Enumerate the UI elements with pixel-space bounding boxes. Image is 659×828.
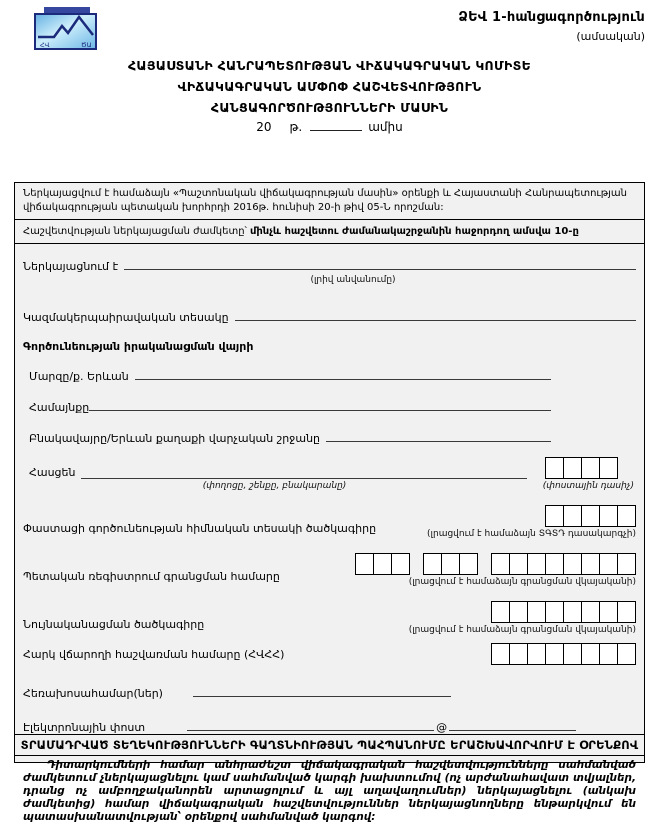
email-row: [23, 719, 636, 734]
registry-boxes-group-1: [355, 553, 410, 575]
region-label: Մարզը/ք. Երևան: [29, 370, 129, 383]
id-code-label: Նույնականացման ծածկագիրը: [23, 618, 205, 631]
input-cell[interactable]: [459, 553, 478, 575]
svg-text:ԾԱ: ԾԱ: [81, 41, 92, 49]
input-cell[interactable]: [355, 553, 374, 575]
form-periodicity: (ամսական): [576, 30, 645, 43]
region-input-line[interactable]: [135, 368, 551, 380]
tin-label: Հարկ վճարողի հաշվառման համարը (ՀՎՀՀ): [23, 648, 285, 661]
input-cell[interactable]: [527, 601, 546, 623]
presenter-hint: (լրիվ անվանումը): [310, 275, 396, 285]
month-label: ամիս: [368, 120, 403, 134]
input-cell[interactable]: [563, 601, 582, 623]
activity-code-row: [23, 505, 636, 539]
settlement-label: Բնակավայրը/Երևան քաղաքի վարչական շրջանը: [29, 432, 321, 445]
input-cell[interactable]: [581, 643, 600, 665]
report-period-line: [0, 120, 659, 134]
phone-input-line[interactable]: [193, 685, 451, 697]
presenter-label: Ներկայացնում է: [23, 260, 119, 273]
activity-place-section-title: Գործունեության իրականացման վայրի: [23, 340, 254, 353]
input-cell[interactable]: [563, 643, 582, 665]
input-cell[interactable]: [599, 553, 618, 575]
community-label: Համայնքը: [29, 401, 90, 414]
email-domain-input-line[interactable]: [449, 719, 576, 731]
input-cell[interactable]: [391, 553, 410, 575]
address-hint: (փողոցը, շենքը, բնակարանը): [202, 481, 347, 491]
postal-hint: (փոստային դասիչ): [542, 481, 634, 491]
id-code-boxes: [491, 601, 636, 623]
input-cell[interactable]: [491, 643, 510, 665]
presenter-input-line[interactable]: [124, 258, 636, 270]
phone-row: [23, 685, 636, 700]
form-code-block: [458, 10, 645, 43]
armstat-logo-icon: [34, 7, 98, 51]
email-label: Էլեկտրոնային փոստ: [23, 721, 146, 734]
input-cell[interactable]: [563, 505, 582, 527]
activity-code-label: Փաստացի գործունեության հիմնական տեսակի ծածկագիրը: [23, 522, 377, 535]
tin-boxes: [491, 643, 636, 665]
input-cell[interactable]: [423, 553, 442, 575]
form-panel: [14, 182, 645, 823]
input-cell[interactable]: [545, 505, 564, 527]
id-code-hint: (լրացվում է համաձայն գրանցման վկայականի): [408, 625, 636, 635]
input-cell[interactable]: [373, 553, 392, 575]
deadline-row: [15, 220, 644, 244]
form-code-label: ՁԵՎ 1-հանցագործություն: [458, 10, 645, 25]
input-cell[interactable]: [545, 457, 564, 479]
org-type-row: [23, 309, 636, 324]
registry-number-row: [23, 553, 636, 587]
registry-box-groups: [355, 553, 636, 575]
input-cell[interactable]: [599, 457, 618, 479]
input-cell[interactable]: [563, 457, 582, 479]
input-cell[interactable]: [527, 643, 546, 665]
address-label: Հասցեն: [29, 466, 76, 479]
input-cell[interactable]: [545, 601, 564, 623]
community-input-line[interactable]: [89, 399, 551, 411]
deadline-prefix: Հաշվետվության ներկայացման ժամկետը՝: [23, 226, 247, 237]
region-row: [23, 368, 636, 383]
input-cell[interactable]: [563, 553, 582, 575]
phone-label: Հեռախոսահամար(ներ): [23, 687, 163, 700]
legal-basis-text: Ներկայացվում է համաձայն «Պաշտոնական վիճակագրության մասին» օրենքի և Հայաստանի Հանրապետության վիճակագրության պետական խորհրդի 2016թ. հունիսի 20-ի թիվ 05-Ն որոշման:: [15, 183, 644, 220]
input-cell[interactable]: [617, 643, 636, 665]
year-suffix: թ.: [289, 120, 303, 134]
input-cell[interactable]: [491, 601, 510, 623]
input-cell[interactable]: [599, 601, 618, 623]
input-cell[interactable]: [581, 505, 600, 527]
input-cell[interactable]: [617, 553, 636, 575]
input-cell[interactable]: [527, 553, 546, 575]
input-cell[interactable]: [509, 601, 528, 623]
input-cell[interactable]: [509, 643, 528, 665]
input-cell[interactable]: [617, 601, 636, 623]
input-cell[interactable]: [545, 643, 564, 665]
input-cell[interactable]: [491, 553, 510, 575]
report-subject: ՀԱՆՑԱԳՈՐԾՈՒԹՅՈՒՆՆԵՐԻ ՄԱՍԻՆ: [210, 100, 449, 115]
input-cell[interactable]: [509, 553, 528, 575]
community-row: [23, 399, 636, 414]
input-cell[interactable]: [581, 553, 600, 575]
presenter-row: [23, 258, 636, 273]
input-cell[interactable]: [581, 601, 600, 623]
input-cell[interactable]: [581, 457, 600, 479]
form-headings: [0, 55, 659, 118]
input-cell[interactable]: [599, 643, 618, 665]
address-row: [23, 457, 636, 479]
form-fields: [15, 244, 644, 734]
settlement-row: [23, 430, 636, 445]
address-input-line[interactable]: [81, 467, 527, 479]
tin-row: [23, 643, 636, 665]
input-cell[interactable]: [617, 505, 636, 527]
email-at-sign: @: [436, 721, 448, 734]
activity-code-boxes: [545, 505, 636, 527]
registry-boxes-group-3: [491, 553, 636, 575]
input-cell[interactable]: [441, 553, 460, 575]
input-cell[interactable]: [545, 553, 564, 575]
activity-code-hint: (լրացվում է համաձայն ՏԳՏԴ դասակարգչի): [427, 529, 636, 539]
armstat-logo: [34, 7, 98, 51]
report-type: ՎԻՃԱԿԱԳՐԱԿԱՆ ԱՄՓՈՓ ՀԱՇՎԵՏՎՈՒԹՅՈՒՆ: [177, 79, 482, 94]
committee-name: ՀԱՅԱՍՏԱՆԻ ՀԱՆՐԱՊԵՏՈՒԹՅԱՆ ՎԻՃԱԿԱԳՐԱԿԱՆ ԿՈՄԻՏԵ: [127, 58, 532, 73]
registry-boxes-group-2: [423, 553, 478, 575]
year-prefix: 20: [256, 120, 272, 134]
registry-label: Պետական ռեգիստրում գրանցման համարը: [23, 570, 280, 583]
confidentiality-banner: ՏՐԱՄԱԴՐՎԱԾ ՏԵՂԵԿՈՒԹՅՈՒՆՆԵՐԻ ԳԱՂՏՆԻՈՒԹՅԱՆ ՊԱՀՊԱՆՈՒՄԸ ԵՐԱՇԽԱՎՈՐՎՈՒՄ Է ՕՐԵՆՔՈՎ: [15, 734, 644, 756]
id-code-row: [23, 601, 636, 635]
settlement-input-line[interactable]: [326, 430, 551, 442]
svg-text:ՀՎ: ՀՎ: [40, 41, 50, 49]
month-input-line[interactable]: [310, 120, 362, 131]
deadline-value: մինչև հաշվետու ժամանակաշրջանին հաջորդող ամսվա 10-ը: [249, 226, 579, 237]
input-cell[interactable]: [599, 505, 618, 527]
liability-warning-text: Դիտարկումների համար անհրաժեշտ վիճակագրական հաշվետվությունները սահմանված ժամկետում չներկայացնելու կամ սահմանված կարգի խախտումով (ոչ արժանահավատ տվյալներ, դրանց ոչ ամբողջականորեն արտացոլում և այլ աղավաղումներ) ներկայացնելու (անկախ ժամկետից) համար վիճակագրական հաշվետվություններ ներկայացնողները ենթարկվում են պատասխանատվության՝ օրենքով սահմանված կարգով:: [23, 759, 636, 823]
address-hints: [23, 481, 636, 491]
registry-hint: (լրացվում է համաձայն գրանցման վկայականի): [408, 577, 636, 587]
postal-code-boxes: [545, 457, 618, 479]
org-type-label: Կազմակերպաիրավական տեսակը: [23, 311, 229, 324]
email-local-input-line[interactable]: [187, 719, 434, 731]
org-type-input-line[interactable]: [235, 309, 636, 321]
